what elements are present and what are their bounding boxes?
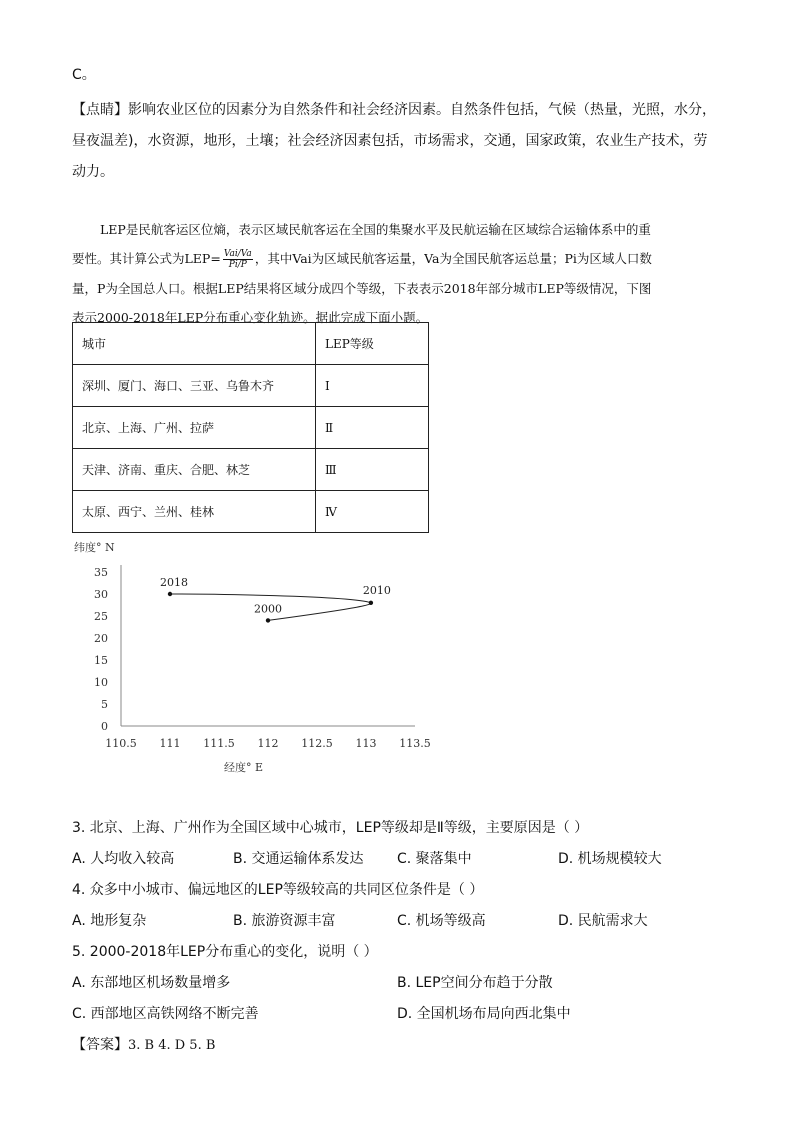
table-cell-level: Ⅱ xyxy=(316,407,429,449)
answer-tag: 【答案】 xyxy=(72,1037,128,1053)
table-cell-cities: 天津、济南、重庆、合肥、林芝 xyxy=(73,449,316,491)
option-b: B. 旅游资源丰富 xyxy=(233,913,336,929)
passage-line-2a: 要性。其计算公式为LEP= xyxy=(72,251,221,266)
point-label-2000: 2000 xyxy=(254,602,282,616)
table-row xyxy=(73,449,429,491)
table-row xyxy=(73,491,429,533)
dianjing-line-3: 动力。 xyxy=(72,164,114,180)
table-cell-cities: 北京、上海、广州、拉萨 xyxy=(73,407,316,449)
table-row xyxy=(73,365,429,407)
centroid-point-2010 xyxy=(369,601,373,605)
table-header-level: LEP等级 xyxy=(316,323,429,365)
option-a: A. 地形复杂 xyxy=(72,913,147,929)
x-tick-labels xyxy=(105,737,431,750)
point-label-2018: 2018 xyxy=(160,576,188,589)
formula-denominator: Pi/P xyxy=(228,260,247,270)
question-4-stem: 4. 众多中小城市、偏远地区的LEP等级较高的共同区位条件是（ ） xyxy=(72,882,484,898)
y-tick-label: 10 xyxy=(94,676,108,689)
table-cell-level: Ⅳ xyxy=(316,491,429,533)
x-tick-label: 112 xyxy=(257,737,279,750)
dianjing-tag: 【点睛】 xyxy=(72,102,128,118)
x-tick-label: 112.5 xyxy=(301,737,333,750)
lep-centroid-chart xyxy=(60,535,440,780)
y-tick-label: 20 xyxy=(94,632,108,645)
question-5-options-row-2 xyxy=(72,1004,752,1024)
dianjing-line-2: 昼夜温差)，水资源，地形，土壤；社会经济因素包括，市场需求，交通，国家政策，农业生产技术，劳 xyxy=(72,133,708,149)
answer-text: 3. B 4. D 5. B xyxy=(128,1038,216,1053)
table-cell-level: Ⅲ xyxy=(316,449,429,491)
formula-numerator: Vai/Va xyxy=(223,249,252,259)
y-tick-label: 5 xyxy=(101,698,108,711)
x-tick-label: 113.5 xyxy=(399,737,431,750)
passage xyxy=(72,220,732,328)
passage-line-1: LEP是民航客运区位熵，表示区域民航客运在全国的集聚水平及民航运输在区域综合运输体系中的重 xyxy=(100,222,651,237)
option-a: A. 人均收入较高 xyxy=(72,851,175,867)
passage-line-2 xyxy=(72,249,732,270)
option-d: D. 全国机场布局向西北集中 xyxy=(397,1006,571,1022)
option-d: D. 机场规模较大 xyxy=(558,851,662,867)
passage-line-2b: ，其中Vai为区域民航客运量，Va为全国民航客运总量；Pi为区域人口数 xyxy=(254,251,652,266)
y-tick-labels xyxy=(94,566,108,733)
question-3-options xyxy=(72,849,752,869)
table-cell-cities: 太原、西宁、兰州、桂林 xyxy=(73,491,316,533)
passage-line-3: 量，P为全国总人口。根据LEP结果将区域分成四个等级，下表表示2018年部分城市LEP等级情况，下图 xyxy=(72,281,652,296)
lep-table xyxy=(72,322,429,533)
table-header-city: 城市 xyxy=(73,323,316,365)
intro-line: C。 xyxy=(72,67,96,83)
dianjing-line-1: 影响农业区位的因素分为自然条件和社会经济因素。自然条件包括，气候（热量，光照，水分， xyxy=(128,102,716,118)
option-a: A. 东部地区机场数量增多 xyxy=(72,975,231,991)
option-c: C. 聚落集中 xyxy=(397,851,472,867)
point-label-2010: 2010 xyxy=(362,583,391,597)
question-5-options-row-1 xyxy=(72,973,752,993)
centroid-point-2000 xyxy=(266,618,270,622)
centroid-point-2018 xyxy=(168,592,172,596)
option-b: B. LEP空间分布趋于分散 xyxy=(397,975,553,991)
question-3-stem: 3. 北京、上海、广州作为全国区域中心城市，LEP等级却是Ⅱ等级，主要原因是（ ） xyxy=(72,820,589,836)
x-tick-label: 111.5 xyxy=(203,737,235,750)
question-5-stem: 5. 2000-2018年LEP分布重心的变化，说明（ ） xyxy=(72,944,378,960)
x-tick-label: 110.5 xyxy=(105,737,137,750)
y-tick-label: 15 xyxy=(94,654,108,667)
option-b: B. 交通运输体系发达 xyxy=(233,851,364,867)
y-tick-label: 35 xyxy=(94,566,108,579)
table-header-row xyxy=(73,323,429,365)
dianjing-paragraph xyxy=(72,100,732,182)
y-tick-label: 25 xyxy=(94,610,108,623)
option-c: C. 机场等级高 xyxy=(397,913,486,929)
y-tick-label: 30 xyxy=(94,588,108,601)
table-row xyxy=(73,407,429,449)
answer-line xyxy=(72,1035,752,1056)
table-cell-cities: 深圳、厦门、海口、三亚、乌鲁木齐 xyxy=(73,365,316,407)
x-tick-label: 113 xyxy=(355,737,377,750)
lep-formula xyxy=(223,249,253,270)
x-tick-label: 111 xyxy=(159,737,181,750)
y-axis-label: 纬度° N xyxy=(74,541,115,554)
passage-line-4: 表示2000-2018年LEP分布重心变化轨迹。据此完成下面小题。 xyxy=(72,310,429,325)
option-d: D. 民航需求大 xyxy=(558,913,648,929)
question-4-options xyxy=(72,911,752,931)
questions xyxy=(72,818,752,1056)
x-axis-label: 经度° E xyxy=(224,761,264,774)
y-tick-label: 0 xyxy=(101,720,108,733)
table-cell-level: Ⅰ xyxy=(316,365,429,407)
option-c: C. 西部地区高铁网络不断完善 xyxy=(72,1006,259,1022)
centroid-points xyxy=(160,576,391,623)
